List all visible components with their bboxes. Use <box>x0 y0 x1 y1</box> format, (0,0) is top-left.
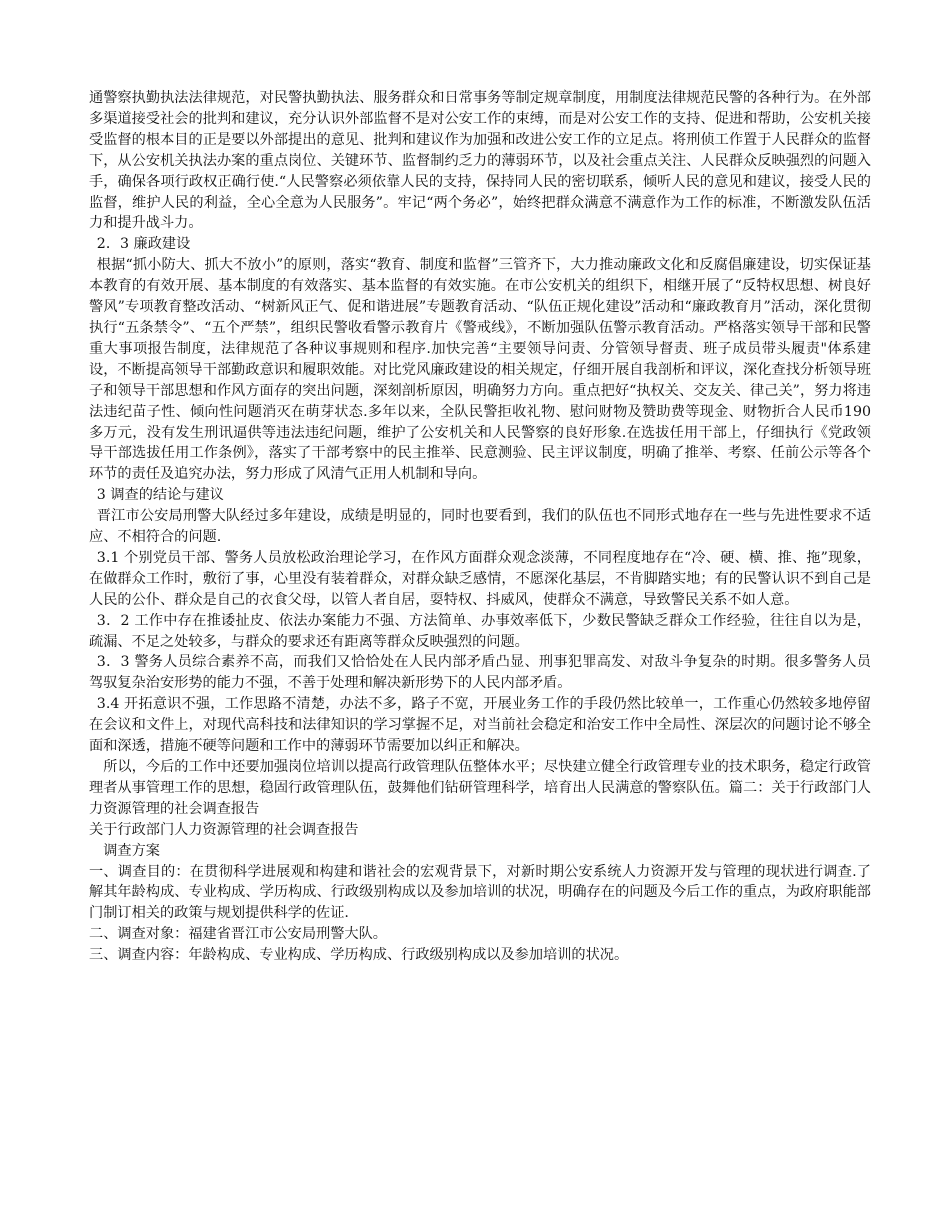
paragraph-discipline-supervision: 通警察执勤执法法律规范，对民警执勤执法、服务群众和日常事务等制定规章制度，用制度法律规范民警的各种行为。在外部多渠道接受社会的批判和建议，充分认识外部监督不是对公安工作的束缚，而是对公安工作的支持、促进和帮助，公安机关接受监督的根本目的正是要以外部提出的意见、批判和建议作为加强和改进公安工作的立足点。将刑侦工作置于人民群众的监督下，从公安机关执法办案的重点岗位、关键环节、监督制约乏力的薄弱环节，以及社会重点关注、人民群众反映强烈的问题入手，确保各项行政权正确行使.“人民警察必须依靠人民的支持，保持同人民的密切联系，倾听人民的意见和建议，接受人民的监督，维护人民的利益，全心全意为人民服务”。牢记“两个务必”，始终把群众满意不满意作为工作的标准，不断激发队伍活力和提升战斗力。 <box>89 90 871 232</box>
paragraph-integrity-building: 根据“抓小防大、抓大不放小”的原则，落实“教育、制度和监督”三管齐下，大力推动廉政文化和反腐倡廉建设，切实保证基本教育的有效开展、基本制度的有效落实、基本监督的有效实施。在市公安机关的组织下，相继开展了“反特权思想、树良好警风”专项教育整改活动、“树新风正气、促和谐进展”专题教育活动、“队伍正规化建设”活动和“廉政教育月”活动，深化贯彻执行“五条禁令”、“五个严禁”，组织民警收看警示教育片《警戒线》，不断加强队伍警示教育活动。严格落实领导干部和民警重大事项报告制度，法律规范了各种议事规则和程序.加快完善“主要领导问责、分管领导督责、班子成员带头履责"体系建设，不断提高领导干部勤政意识和履职效能。对比党风廉政建设的相关规定，仔细开展自我剖析和评议，深化查找分析领导班子和领导干部思想和作风方面存的突出问题，深刻剖析原因，明确努力方向。重点把好“执权关、交友关、律己关”，努力将违法违纪苗子性、倾向性问题消灭在萌芽状态.多年以来，全队民警拒收礼物、慰问财物及赞助费等现金、财物折合人民币190多万元，没有发生刑讯逼供等违法违纪问题，维护了公安机关和人民警察的良好形象.在选拔任用干部上，仔细执行《党政领导干部选拔任用工作条例》，落实了干部考察中的民主推举、民意测验、民主评议制度，明确了推举、考察、任前公示等各个环节的责任及追究办法，努力形成了风清气正用人机制和导向。 <box>89 257 871 483</box>
paragraph-3-1: 3.1 个别党员干部、警务人员放松政治理论学习，在作风方面群众观念淡薄，不同程度地存在“冷、硬、横、推、拖”现象，在做群众工作时，敷衍了事，心里没有装着群众，对群众缺乏感情，不愿深化基层，不肯脚踏实地；有的民警认识不到自己是人民的公仆、群众是自己的衣食父母，以管人者自居，耍特权、抖威风，使群众不满意，导致警民关系不如人意。 <box>89 549 871 608</box>
section-heading-3: 3 调查的结论与建议 <box>96 487 224 504</box>
survey-purpose: 一、调查目的：在贯彻科学进展观和构建和谐社会的宏观背景下，对新时期公安系统人力资源开发与管理的现状进行调查.了解其年龄构成、专业构成、学历构成、行政级别构成以及参加培训的状况，明确存在的问题及今后工作的重点，为政府职能部门制订相关的政策与规划提供科学的佐证. <box>89 863 871 922</box>
paragraph-recommendation: 所以，今后的工作中还要加强岗位培训以提高行政管理队伍整体水平；尽快建立健全行政管理专业的技术职务，稳定行政管理者从事管理工作的思想，稳固行政管理队伍，鼓舞他们钻研管理科学，培育出人民满意的警察队伍。篇二：关于行政部门人力资源管理的社会调查报告 <box>89 759 871 817</box>
survey-content: 三、调查内容：年龄构成、专业构成、学历构成、行政级别构成以及参加培训的状况。 <box>89 947 629 964</box>
report-title: 关于行政部门人力资源管理的社会调查报告 <box>89 821 359 838</box>
paragraph-3-3: 3．3 警务人员综合素养不高，而我们又恰恰处在人民内部矛盾凸显、刑事犯罪高发、对敌斗争复杂的时期。很多警务人员驾驭复杂治安形势的能力不强，不善于处理和解决新形势下的人民内部矛盾。 <box>89 654 871 692</box>
paragraph-3-4: 3.4 开拓意识不强，工作思路不清楚，办法不多，路子不宽，开展业务工作的手段仍然比较单一，工作重心仍然较多地停留在会议和文件上，对现代高科技和法律知识的学习掌握不足，对当前社会稳定和治安工作中全局性、深层次的问题讨论不够全面和深透，措施不硬等问题和工作中的薄弱环节需要加以纠正和解决。 <box>89 696 871 755</box>
survey-plan-heading: 调查方案 <box>103 842 160 859</box>
paragraph-3-2: 3．2 工作中存在推诿扯皮、依法办案能力不强、方法简单、办事效率低下，少数民警缺乏群众工作经验，往往自以为是，疏漏、不足之处较多，与群众的要求还有距离等群众反映强烈的问题。 <box>89 612 871 650</box>
survey-subject: 二、调查对象：福建省晋江市公安局刑警大队。 <box>89 926 387 943</box>
document-body <box>89 88 871 966</box>
paragraph-conclusion-intro: 晋江市公安局刑警大队经过多年建设，成绩是明显的，同时也要看到，我们的队伍也不同形式地存在一些与先进性要求不适应、不相符合的问题. <box>89 508 871 546</box>
section-heading-2-3: 2．3 廉政建设 <box>96 236 191 253</box>
